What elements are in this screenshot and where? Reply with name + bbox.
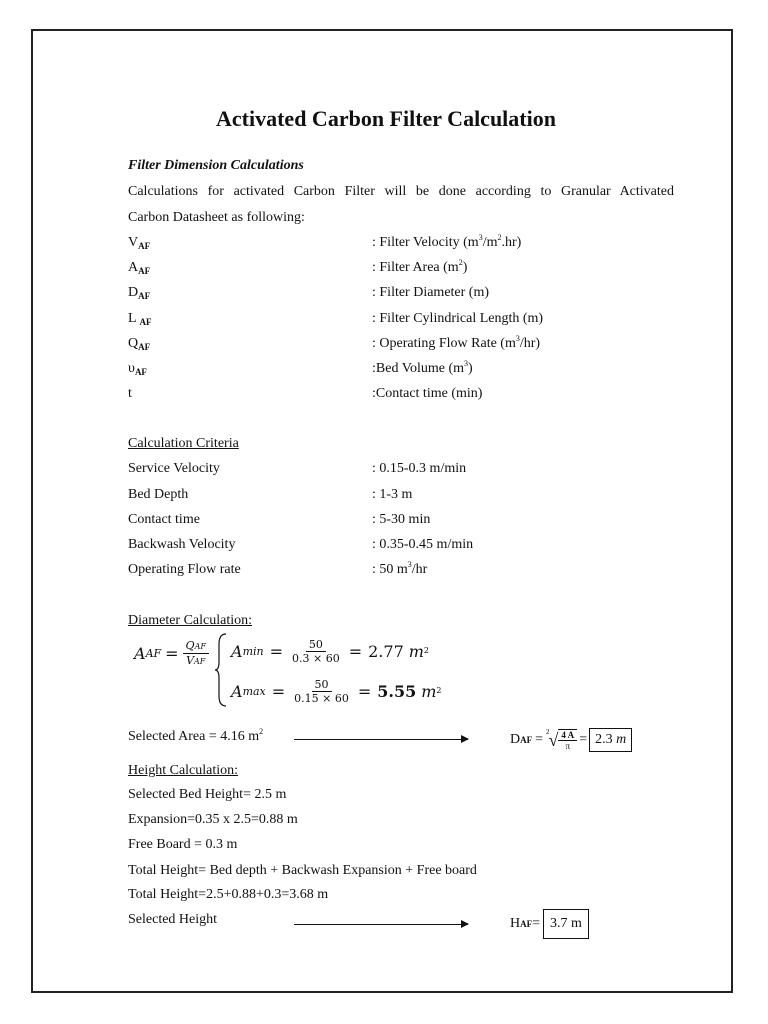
height-line: Expansion=0.35 x 2.5=0.88 m: [128, 812, 298, 827]
symbol-q: $Q_{AF}$: [128, 336, 151, 352]
height-line: Free Board = 0.3 m: [128, 837, 238, 852]
area-min-formula: A min = $\frac{50}{0.3 \times 60}$ = 2.77 m 2: [231, 637, 430, 665]
criteria-label: Operating Flow rate: [128, 562, 241, 577]
height-line: Total Height= Bed depth + Backwash Expansion + Free board: [128, 863, 477, 878]
height-line: Total Height=2.5+0.88+0.3=3.68 m: [128, 887, 329, 902]
symbol-t-desc: :Contact time (min): [372, 386, 483, 401]
symbol-d: $D_{AF}$: [128, 285, 151, 301]
arrow-icon: [294, 924, 468, 925]
diameter-value-box: 2.3 m: [589, 728, 632, 752]
symbol-l: L $_{AF}$: [128, 311, 152, 327]
selected-area: Selected Area = 4.16 $m^2$: [128, 727, 264, 744]
symbol-d-desc: : Filter Diameter (m): [372, 285, 490, 300]
criteria-heading: Calculation Criteria: [128, 436, 239, 451]
arrow-icon: [294, 739, 468, 740]
height-heading: Height Calculation:: [128, 763, 239, 778]
symbol-v: $V_{AF}$: [128, 235, 151, 251]
intro-line-2: Carbon Datasheet as following:: [128, 210, 305, 225]
symbol-a: $A_{AF}$: [128, 260, 151, 276]
intro-line-1: Calculations for activated Carbon Filter will be done according to Granular Activated: [128, 184, 674, 199]
height-line: Selected Bed Height= 2.5 m: [128, 787, 287, 802]
criteria-label: Service Velocity: [128, 461, 220, 476]
area-formula-lhs: A AF = $\frac{\text{QAF}}{\text{VAF}}$: [134, 640, 209, 666]
diameter-heading: Diameter Calculation:: [128, 613, 253, 628]
symbol-upsilon: $\upsilon_{AF}$: [128, 361, 147, 377]
criteria-value: : 5-30 min: [372, 512, 431, 527]
symbol-t: t: [128, 386, 132, 401]
symbol-a-desc: : Filter Area $(m^2)$: [372, 258, 468, 275]
criteria-value: : 0.35-0.45 m/min: [372, 537, 474, 552]
height-result: H AF = 3.7 m: [510, 908, 589, 940]
height-value-box: 3.7 m: [543, 909, 589, 939]
criteria-label: Backwash Velocity: [128, 537, 236, 552]
brace-icon: [214, 632, 228, 708]
document-title: Activated Carbon Filter Calculation: [216, 106, 556, 131]
selected-height-label: Selected Height: [128, 912, 218, 927]
symbol-q-desc: : Operating Flow Rate $(m^3/hr)$: [372, 334, 541, 351]
criteria-value: : 0.15-0.3 m/min: [372, 461, 467, 476]
symbol-upsilon-desc: :Bed Volume $(m^3)$: [372, 359, 473, 376]
area-max-formula: A max = $\frac{50}{0.15 \times 60}$ = 5.55 m 2: [231, 677, 442, 705]
symbol-v-desc: : Filter Velocity $(m^3/m^2.hr)$: [372, 233, 522, 250]
criteria-label: Contact time: [128, 512, 200, 527]
criteria-label: Bed Depth: [128, 487, 189, 502]
criteria-value: : 50 $m^3/hr$: [372, 560, 428, 577]
criteria-value: : 1-3 m: [372, 487, 413, 502]
symbol-l-desc: : Filter Cylindrical Length (m): [372, 311, 544, 326]
section-heading: Filter Dimension Calculations: [128, 158, 304, 173]
diameter-result: D AF = 2 √ $\frac{4 A}{\pi}$ = 2.3 m: [510, 724, 632, 756]
